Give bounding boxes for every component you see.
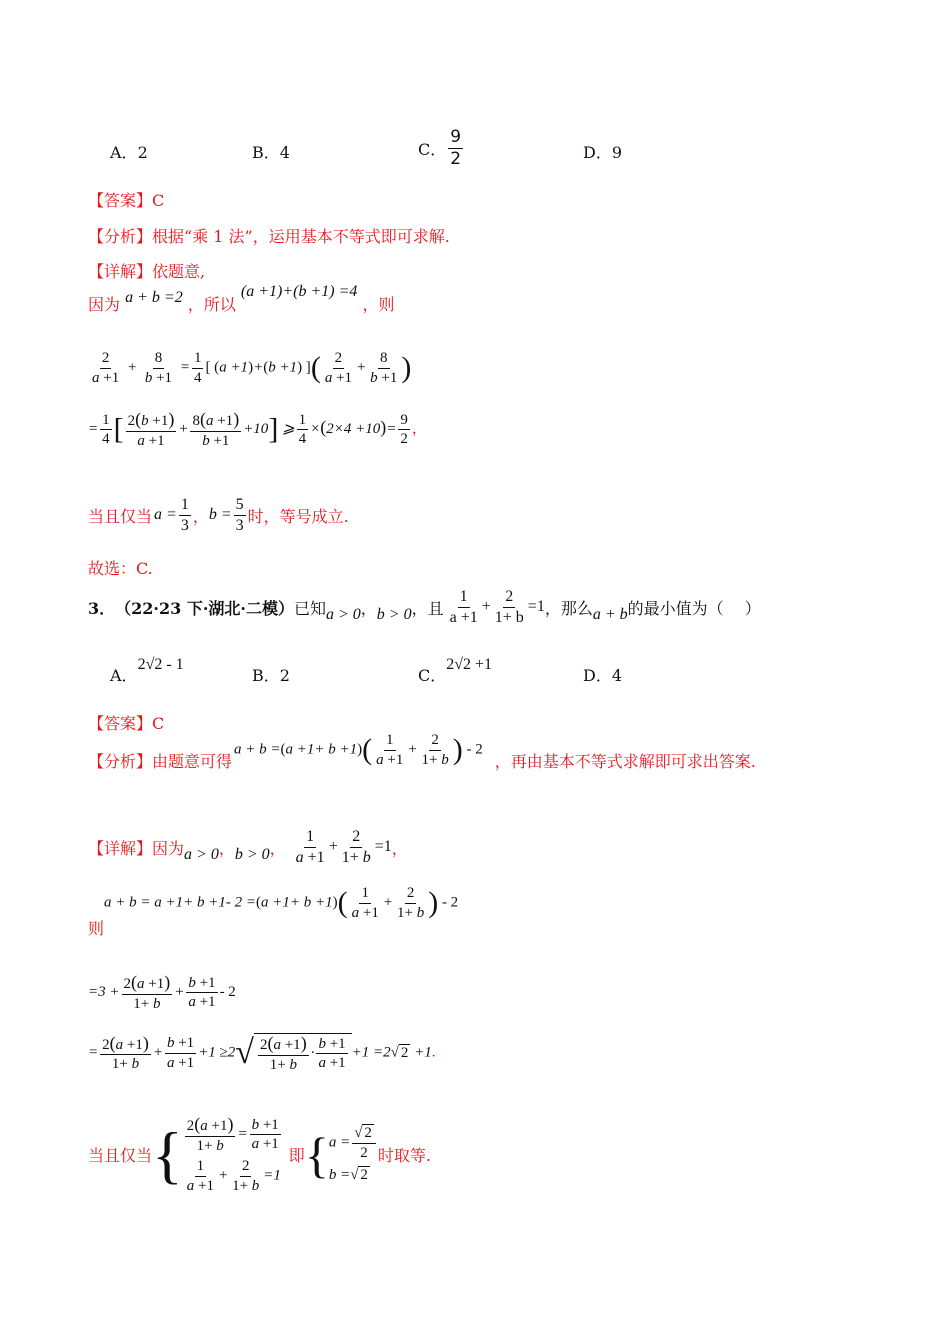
analysis-tail: ，再由基本不等式求解即可求出答案.: [494, 751, 756, 771]
option-b: [252, 663, 290, 686]
option-value: 2: [137, 143, 148, 162]
option-b: [252, 140, 290, 163]
option-a: [110, 656, 184, 686]
plus: +: [481, 598, 491, 616]
option-a: [110, 140, 148, 163]
option-letter: D．: [583, 666, 612, 685]
analysis-expr: a + b =(a +1+ b +1)( $\frac{1}{a +1}$ + $\frac{2}{1+ b}$ ) - 2: [234, 732, 483, 768]
separator: ，: [192, 506, 209, 526]
option-c: [418, 128, 465, 168]
equality-line: 当且仅当 { $\frac{2(a +1)}{1+ b}$ = $\frac{b +1}{a +1}$ $\frac{1}{a +1}$ + $\frac{2}{1+ b}$ =1 即 { a = $\frac{√ 2}{2}$ b =√ 2 时取等.: [88, 1114, 432, 1194]
equality-tail: 时取等.: [377, 1146, 432, 1166]
analysis-line: [88, 224, 450, 247]
detail-line: [88, 259, 205, 282]
then-text: ，那么: [544, 598, 593, 618]
option-letter: A．: [110, 666, 138, 685]
comma: ，: [269, 838, 286, 858]
option-value: 2√2 - 1: [137, 656, 184, 673]
question-known: 已知: [293, 598, 326, 618]
punctuation: ，: [391, 838, 408, 858]
because-text: 因为: [88, 295, 121, 314]
sum-expr: (a +1)+(b +1) =4: [240, 283, 358, 300]
option-fraction: $\frac{9}{2}$: [450, 127, 462, 169]
analysis-text: 根据“乘 1 法”，运用基本不等式即可求解.: [152, 227, 450, 246]
detail-intro: 依题意,: [152, 262, 206, 281]
option-letter: A．: [110, 143, 138, 162]
equality-text: 当且仅当: [88, 1146, 153, 1166]
comma: ，: [218, 838, 235, 858]
condition-2: b > 0: [234, 846, 270, 864]
answer-line: [88, 711, 164, 734]
option-d: [583, 140, 622, 163]
analysis-text: 由题意可得: [152, 751, 233, 771]
option-value: 4: [279, 143, 290, 162]
option-d: [583, 663, 622, 686]
option-value: 9: [611, 143, 623, 162]
equality-mid: 即: [288, 1146, 305, 1166]
option-letter: C．: [418, 666, 447, 685]
target-expr: a + b: [592, 606, 628, 624]
detail-tag: 【详解】: [88, 838, 153, 858]
answer-value: C: [152, 191, 165, 210]
fraction-1: $\frac{1}{a +1}$: [449, 588, 478, 626]
step-2: =3 + $\frac{2(a +1)}{1+ b}$ + $\frac{b +1}{a +1}$ - 2: [88, 972, 236, 1012]
question-3: [88, 588, 761, 626]
then-word: 则: [88, 919, 105, 938]
detail-line: 【详解】 因为 a > 0 ， b > 0 ， $\frac{1}{a +1}$ + $\frac{2}{1+ b}$ =1 ，: [88, 828, 408, 866]
detail-tag: 【详解】: [88, 262, 153, 281]
then-text: ，则: [362, 295, 395, 314]
because-line: [88, 283, 395, 315]
so-text: ，所以: [187, 295, 236, 314]
equality-text: 当且仅当: [88, 506, 153, 526]
step-3: = $\frac{2(a +1)}{1+ b}$ + $\frac{b +1}{a +1}$ +1 ≥2√ $\frac{2(a +1)}{1+ b}$ · $\frac{b +1}{a +1}$ +1 =2√ 2 +1.: [88, 1032, 436, 1073]
condition-1: a > 0: [184, 846, 219, 864]
option-letter: B．: [252, 666, 280, 685]
choose-line: 故选：C.: [88, 559, 153, 578]
answer-line: [88, 188, 164, 211]
comma: ，: [360, 598, 377, 618]
eq-b: b =: [208, 506, 232, 524]
option-value: 4: [611, 666, 623, 685]
answer-tag: 【答案】: [88, 714, 153, 733]
analysis-line: [88, 732, 756, 778]
comma-and: ，且: [411, 598, 444, 618]
fraction-2: $\frac{2}{1+ b}$: [494, 588, 524, 626]
condition-2: b > 0: [376, 606, 412, 624]
equation-line-2: = $\frac{1}{4}$ [ $\frac{2(b +1)}{a +1}$ + $\frac{8(a +1)}{b +1}$ +10] ⩾ $\frac{1}{4}$ ×(2×4 +10)= $\frac{9}{2}$ ，: [88, 409, 427, 449]
equality-tail: 时，等号成立.: [247, 506, 349, 526]
option-value: 2√2 +1: [446, 656, 493, 673]
equation-line-1: $\frac{2}{a +1}$ + $\frac{8}{b +1}$ = $\frac{1}{4}$ [ (a +1)+(b +1) ]( $\frac{2}{a +1}$ + $\frac{8}{b +1}$ ): [92, 350, 412, 386]
equality-line: 当且仅当 a = $\frac{1}{3}$ ， b = $\frac{5}{3}$ 时，等号成立.: [88, 496, 349, 534]
condition-1: a > 0: [325, 606, 361, 624]
punctuation: .: [431, 1044, 436, 1061]
option-value: 2: [279, 666, 290, 685]
punctuation: ，: [411, 421, 427, 438]
option-letter: D．: [583, 143, 612, 162]
answer-tag: 【答案】: [88, 191, 153, 210]
question-number: 3．: [88, 598, 116, 618]
option-letter: C．: [418, 139, 447, 159]
equals-one: =1: [527, 598, 545, 616]
option-c: [418, 656, 493, 686]
question-source: （22·23 下·湖北·二模）: [115, 598, 294, 618]
condition-expr: a + b =2: [125, 289, 183, 306]
step-1: a + b = a +1+ b +1- 2 =(a +1+ b +1)( $\frac{1}{a +1}$ + $\frac{2}{1+ b}$ ) - 2: [104, 885, 459, 921]
analysis-tag: 【分析】: [88, 227, 153, 246]
eq-a: a =: [154, 506, 177, 524]
detail-text: 因为: [152, 838, 185, 858]
question-tail: 的最小值为（ ）: [627, 598, 761, 618]
analysis-tag: 【分析】: [88, 751, 153, 771]
answer-value: C: [152, 714, 165, 733]
option-letter: B．: [252, 143, 280, 162]
